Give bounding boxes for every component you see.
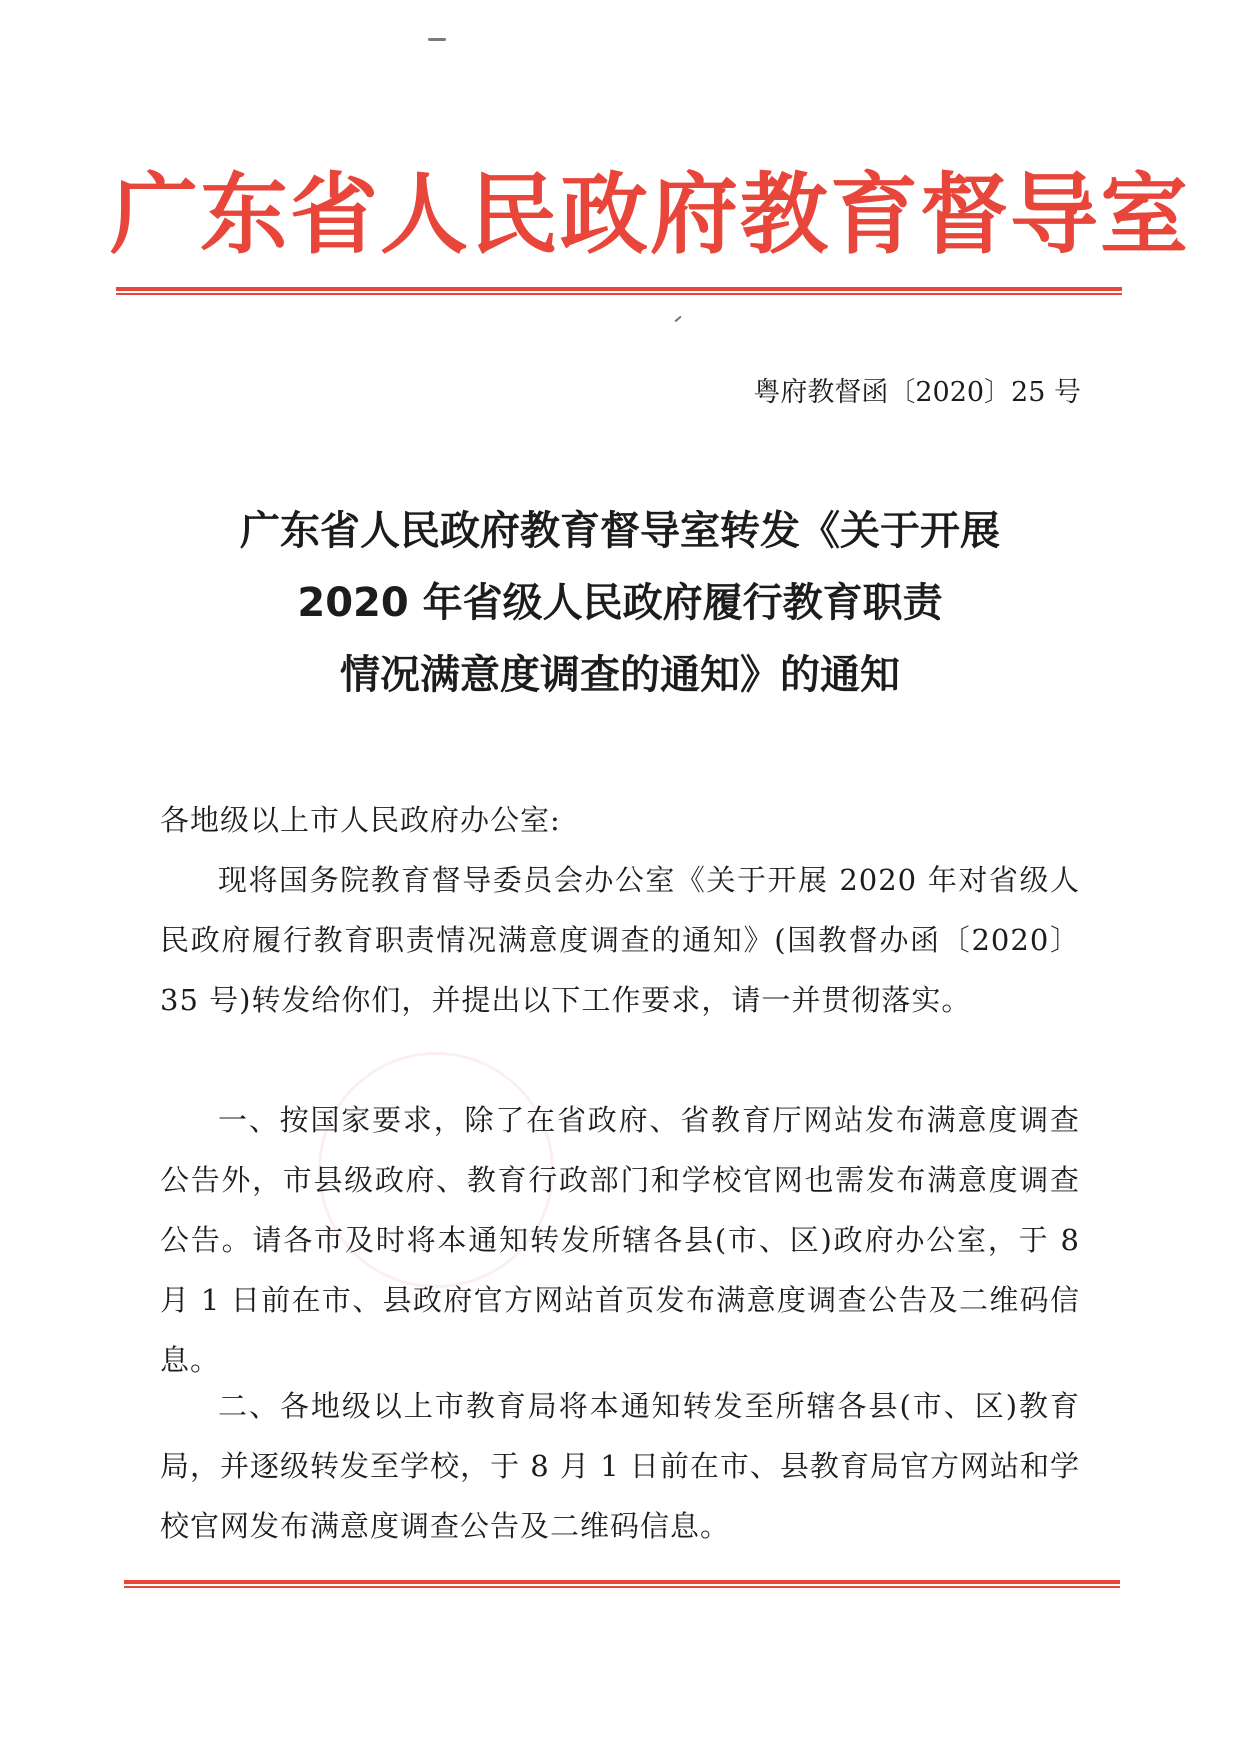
header-divider-thin [116, 293, 1122, 295]
scan-speck [428, 38, 446, 41]
footer-divider-thick [124, 1580, 1120, 1584]
title-line: 情况满意度调查的通知》的通知 [340, 652, 900, 698]
salutation: 各地级以上市人民政府办公室: [160, 803, 561, 837]
agency-header: 广东省人民政府教育督导室 [110, 163, 1191, 266]
footer-divider-thin [124, 1586, 1120, 1588]
title-line: 广东省人民政府教育督导室转发《关于开展 [240, 508, 1000, 554]
footer-divider [124, 1580, 1120, 1589]
header-divider-thick [116, 287, 1122, 291]
paragraph-intro: 现将国务院教育督导委员会办公室《关于开展 2020 年对省级人民政府履行教育职责情况满意度调查的通知》(国教督办函〔2020〕35 号)转发给你们，并提出以下工作要求，请一并贯彻落实。 [160, 863, 1080, 1017]
paragraph-item-2: 二、各地级以上市教育局将本通知转发至所辖各县(市、区)教育局，并逐级转发至学校，于 8 月 1 日前在市、县教育局官方网站和学校官网发布满意度调查公告及二维码信息。 [160, 1389, 1080, 1543]
document-title [120, 495, 1120, 711]
scan-speck [674, 316, 681, 323]
paragraph-item-1: 一、按国家要求，除了在省政府、省教育厅网站发布满意度调查公告外，市县级政府、教育行政部门和学校官网也需发布满意度调查公告。请各市及时将本通知转发所辖各县(市、区)政府办公室，于 8 月 1 日前在市、县政府官方网站首页发布满意度调查公告及二维码信息。 [160, 1103, 1080, 1377]
title-line: 2020 年省级人民政府履行教育职责 [297, 580, 943, 626]
document-number: 粤府教督函〔2020〕25 号 [753, 377, 1081, 408]
header-divider [116, 287, 1122, 296]
